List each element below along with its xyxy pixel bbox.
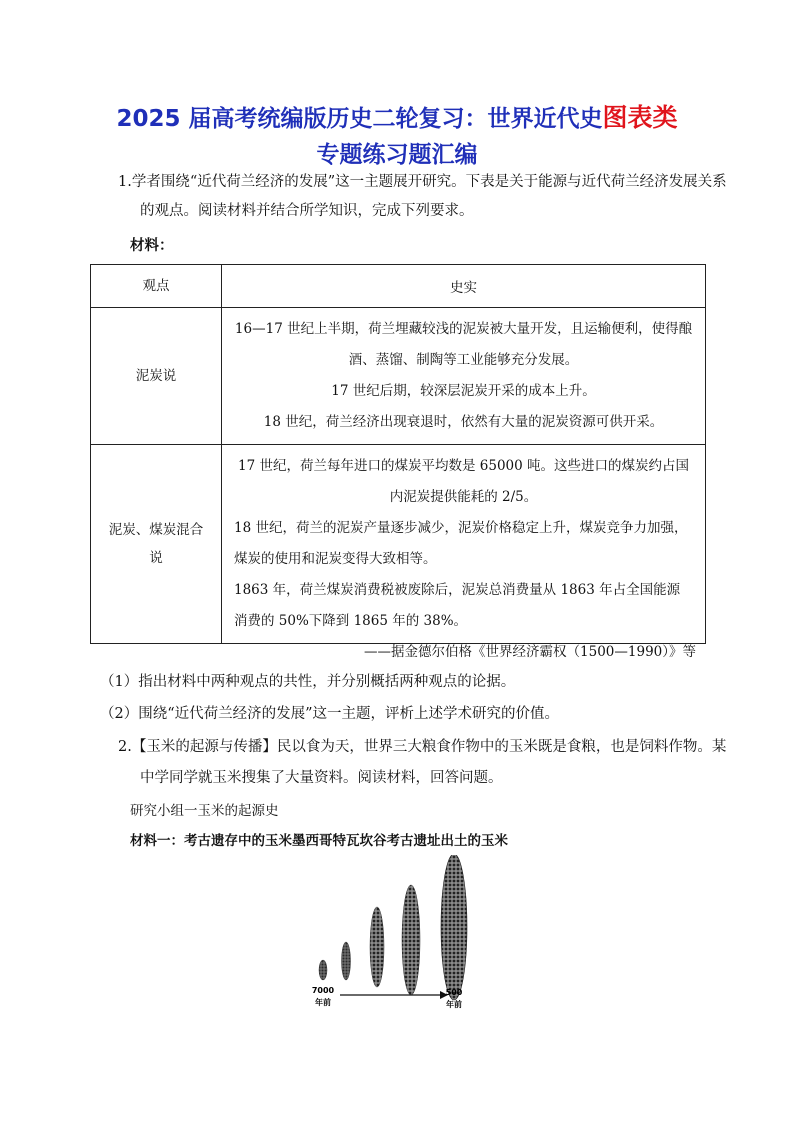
fact-line: 16—17 世纪上半期，荷兰埋藏较浅的泥炭被大量开发，且运输便利，使得酿酒、蒸馏、制陶等工业能够充分发展。: [234, 321, 693, 368]
figure-right-unit: 年前: [446, 1000, 462, 1009]
q2-material1: 材料一：考古遗存中的玉米墨西哥特瓦坎谷考古遗址出土的玉米: [130, 833, 508, 849]
figure-left-unit: 年前: [315, 998, 331, 1007]
title-highlight: 图表类: [602, 103, 678, 132]
corn-evolution-figure: [300, 855, 500, 1015]
figure-right-num: 500: [445, 988, 463, 997]
material-source: ——据金德尔伯格《世界经济霸权（1500—1990）》等: [364, 644, 696, 660]
title-prefix: 2025 届高考统编版历史二轮复习：世界近代史: [116, 106, 603, 132]
q1-sub2: （2）围绕“近代荷兰经济的发展”这一主题，评析上述学术研究的价值。: [100, 706, 560, 722]
corn-cob-3: [370, 907, 384, 987]
table-row: [91, 308, 706, 445]
table-cell-view: 泥炭说: [91, 308, 222, 445]
fact-line: 17 世纪，荷兰每年进口的煤炭平均数是 65000 吨。这些进口的煤炭约占国内泥炭提供能耗的 2/5。: [238, 458, 689, 505]
material-table: [90, 264, 706, 644]
fact-line: 18 世纪，荷兰经济出现衰退时，依然有大量的泥炭资源可供开采。: [263, 414, 664, 430]
corn-figure-svg: [300, 855, 500, 1015]
corn-cob-1: [319, 960, 327, 980]
table-cell-view: 泥炭、煤炭混合说: [91, 445, 222, 644]
table-cell-facts: [222, 308, 706, 445]
table-header-row: [91, 265, 706, 308]
corn-cob-4: [402, 885, 420, 995]
q1-sub1: （1）指出材料中两种观点的共性，并分别概括两种观点的论据。: [100, 674, 516, 690]
table-row: [91, 445, 706, 644]
document-title: [0, 100, 794, 173]
q2-intro: 2.【玉米的起源与传播】民以食为天，世界三大粮食作物中的玉米既是食粮，也是饲料作物。某中学同学就玉米搜集了大量资料。阅读材料，回答问题。: [118, 739, 727, 786]
table-header-facts: 史实: [222, 265, 706, 308]
table-header-view: 观点: [91, 265, 222, 308]
table-cell-facts: [222, 445, 706, 644]
q2-group-label: 研究小组一玉米的起源史: [130, 803, 279, 819]
figure-left-num: 7000: [311, 986, 335, 995]
q1-intro: 1.学者围绕“近代荷兰经济的发展”这一主题展开研究。下表是关于能源与近代荷兰经济发展关系的观点。阅读材料并结合所学知识，完成下列要求。: [118, 174, 727, 219]
fact-line: 18 世纪，荷兰的泥炭产量逐步减少，泥炭价格稳定上升，煤炭竞争力加强，煤炭的使用和泥炭变得大致相等。: [234, 520, 688, 567]
corn-cob-2: [342, 942, 351, 980]
fact-line: 1863 年，荷兰煤炭消费税被废除后，泥炭总消费量从 1863 年占全国能源消费的 50%下降到 1865 年的 38%。: [234, 582, 681, 629]
title-line2: 专题练习题汇编: [316, 142, 478, 168]
fact-line: 17 世纪后期，较深层泥炭开采的成本上升。: [331, 383, 596, 399]
q1-material-label: 材料：: [130, 237, 174, 254]
corn-cob-5: [441, 855, 467, 1000]
